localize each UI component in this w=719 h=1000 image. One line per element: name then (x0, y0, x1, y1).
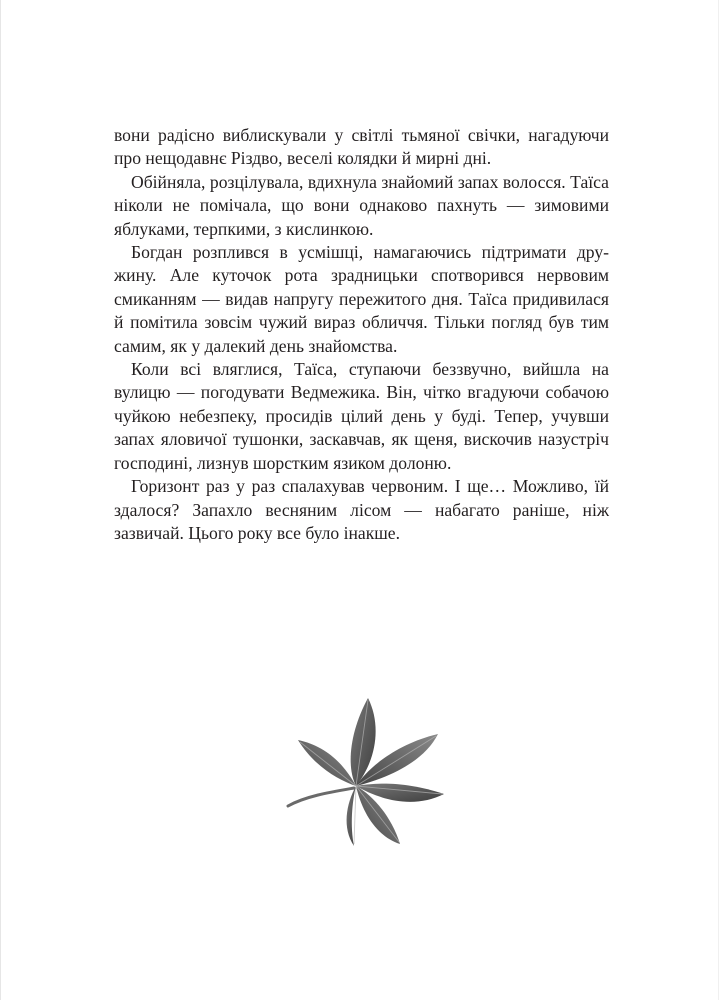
paragraph-4: Коли всі вляглися, Таїса, ступаючи беззвучно, вийшла на вулицю — погодувати Ведмежика. Він, чітко вгадуючи собачою чуйкою небезпеку, просидів цілий день у буді. Тепер, учувши запах яловичої тушонки, заскавчав, як щеня, вискочив назустріч господині, лизнув шорстким язиком долоню. (114, 359, 609, 473)
paragraph-1: вони радісно виблискували у світлі тьмяної свічки, нагадуючи про нещодавнє Різдво, веселі колядки й мирні дні. (114, 125, 609, 169)
body-text (114, 124, 609, 545)
paragraph-3: Богдан розплився в усмішці, намагаючись підтримати дружину. Але куточок рота зрадницьки спотворився нервовим смиканням — видав напругу пережитого дня. Таїса придивилася й помітила зовсім чужий вираз обличчя. Тільки погляд був тим самим, як у далекий день знайомства. (114, 242, 609, 356)
paragraph-5: Горизонт раз у раз спалахував червоним. І ще… Можливо, їй здалося? Запахло весняним лісом — набагато раніше, ніж зазвичай. Цього року все було інакше. (114, 476, 609, 543)
paragraph-2: Обійняла, розцілувала, вдихнула знайомий запах волосся. Таїса ніколи не помічала, що вони однаково пахнуть — зимовими яблуками, терпкими, з кислинкою. (114, 171, 609, 239)
chestnut-leaf-icon (286, 688, 446, 848)
